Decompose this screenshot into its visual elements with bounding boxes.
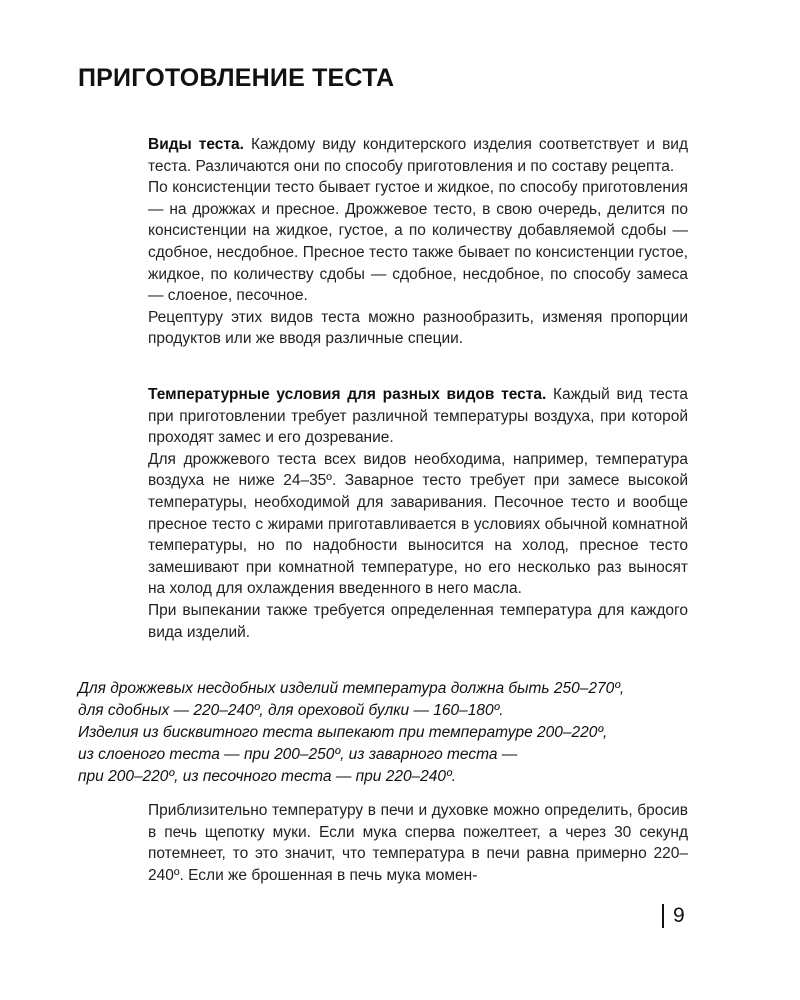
temperature-callout [78,678,718,788]
section-oven-check [148,800,688,886]
paragraph-text: Каждый вид теста при приготовлении требует различной температуры воздуха, при которой проходят замес и его дозревание. [148,386,688,447]
section-lead: Виды теста. [148,136,244,153]
paragraph [148,384,688,449]
paragraph: Для дрожжевого теста всех видов необходима, например, температура воздуха не ниже 24–35º. Заварное тесто требует при замесе высокой температуры, необходимой для заваривания. Песочное тесто и вообще пресное тесто с жирами приготавливается в условиях обычной комнатной температуры, но по надобности выносится на холод, пресное тесто замешивают при комнатной температуре, но его несколько раз выносят на холод для охлаждения введенного в него масла. [148,450,688,598]
paragraph: При выпекании также требуется определенная температура для каждого вида изделий. [148,601,688,641]
callout-line: при 200–220º, из песочного теста — при 220–240º. [78,768,457,785]
section-lead: Температурные условия для разных видов теста. [148,386,547,403]
paragraph-text: Каждому виду кондитерского изделия соответствует и вид теста. Различаются они по способу приготовления и по составу рецепта. [148,136,689,175]
paragraph: Приблизительно температуру в печи и духовке можно определить, бросив в печь щепотку муки. Если мука сперва пожелтеет, а через 30 секунд потемнеет, то это значит, что температура в печи равна примерно 220–240º. Если же брошенная в печь мука момен- [148,802,688,884]
paragraph: По консистенции тесто бывает густое и жидкое, по способу приготовления — на дрожжах и пресное. Дрожжевое тесто, в свою очередь, делится по консистенции на жидкое, густое, а по количеству добавляемой сдобы — сдобное, несдобное. Пресное тесто также бывает по консистенции густое, жидкое, по количеству сдобы — сдобное, несдобное, по способу замеса — слоеное, песочное. [148,179,688,305]
page-number: 9 [662,904,685,928]
section-temperature-conditions [148,384,688,643]
paragraph [148,134,688,177]
paragraph: Рецептуру этих видов теста можно разнообразить, изменяя пропорции продуктов или же вводя различные специи. [148,308,688,348]
section-types-of-dough [148,134,688,350]
callout-line: для сдобных — 220–240º, для ореховой булки — 160–180º. [78,702,504,719]
page-title: ПРИГОТОВЛЕНИЕ ТЕСТА [78,64,395,92]
callout-line: Изделия из бисквитного теста выпекают при температуре 200–220º, [78,724,608,741]
callout-line: Для дрожжевых несдобных изделий температура должна быть 250–270º, [78,680,625,697]
callout-line: из слоеного теста — при 200–250º, из заварного теста — [78,746,518,763]
